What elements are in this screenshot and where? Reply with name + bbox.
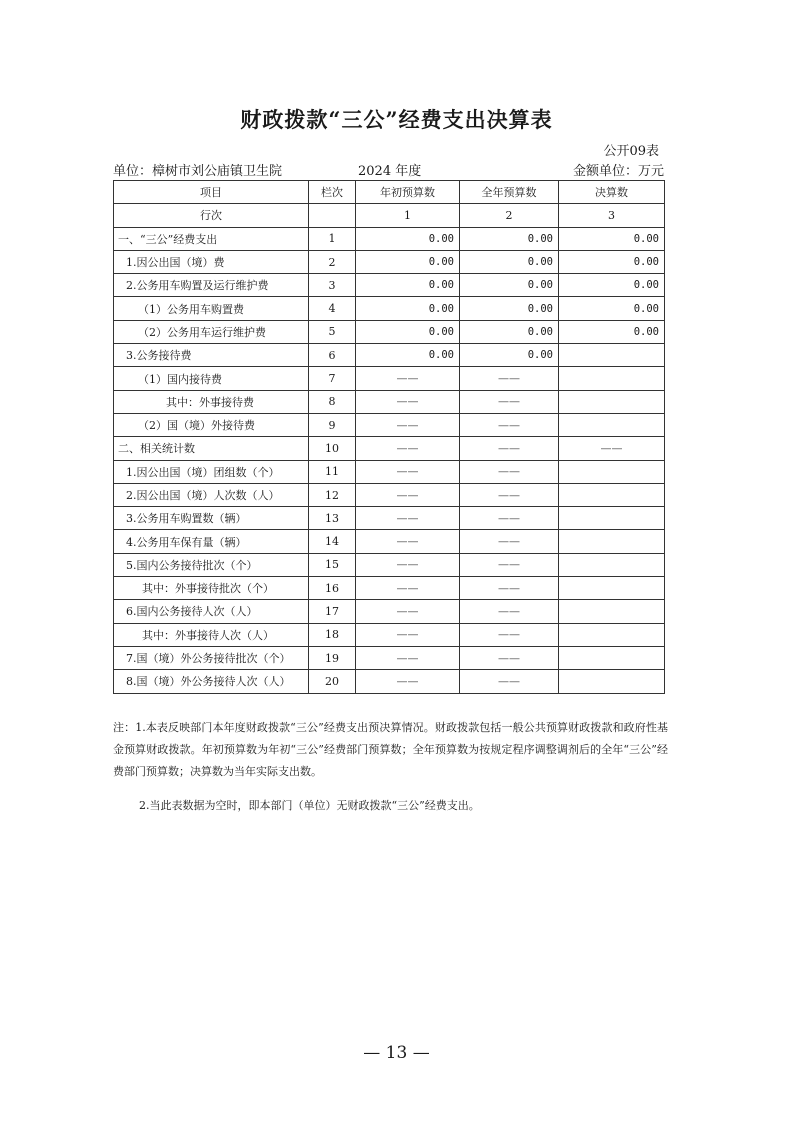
table-row <box>114 250 665 273</box>
table-row <box>114 320 665 343</box>
row-label: 7.国（境）外公务接待批次（个） <box>114 646 309 669</box>
annual-budget-value: —— <box>460 530 559 553</box>
initial-budget-value: —— <box>356 460 460 483</box>
table-row <box>114 297 665 320</box>
annual-budget-value: 0.00 <box>460 227 559 250</box>
initial-budget-value: —— <box>356 483 460 506</box>
form-number: 公开09表 <box>603 144 659 159</box>
reporting-unit: 单位：樟树市刘公庙镇卫生院 <box>113 164 283 179</box>
final-account-value: 0.00 <box>559 320 665 343</box>
final-account-value: 0.00 <box>559 274 665 297</box>
row-number: 18 <box>309 623 356 646</box>
row-number: 17 <box>309 600 356 623</box>
row-number: 6 <box>309 344 356 367</box>
row-number: 16 <box>309 577 356 600</box>
subheader-label: 行次 <box>114 204 309 227</box>
annual-budget-value: —— <box>460 460 559 483</box>
row-label: 1.因公出国（境）费 <box>114 250 309 273</box>
initial-budget-value: —— <box>356 367 460 390</box>
header-final-account: 决算数 <box>559 181 665 204</box>
initial-budget-value: 0.00 <box>356 297 460 320</box>
initial-budget-value: —— <box>356 577 460 600</box>
final-account-value <box>559 507 665 530</box>
table-row <box>114 553 665 576</box>
initial-budget-value: —— <box>356 600 460 623</box>
table-row <box>114 437 665 460</box>
final-account-value <box>559 390 665 413</box>
initial-budget-value: 0.00 <box>356 320 460 343</box>
table-row <box>114 577 665 600</box>
table-row <box>114 367 665 390</box>
subheader-empty <box>309 204 356 227</box>
row-number: 19 <box>309 646 356 669</box>
table-row <box>114 227 665 250</box>
fiscal-year: 2024 年度 <box>358 164 422 179</box>
money-unit: 金额单位：万元 <box>572 164 664 179</box>
final-account-value: —— <box>559 437 665 460</box>
initial-budget-value: —— <box>356 530 460 553</box>
row-number: 13 <box>309 507 356 530</box>
row-number: 15 <box>309 553 356 576</box>
annual-budget-value: —— <box>460 413 559 436</box>
initial-budget-value: —— <box>356 670 460 693</box>
annual-budget-value: 0.00 <box>460 274 559 297</box>
initial-budget-value: 0.00 <box>356 274 460 297</box>
table-subheader-row <box>114 204 665 227</box>
initial-budget-value: —— <box>356 553 460 576</box>
expenditure-table <box>113 180 665 694</box>
table-row <box>114 530 665 553</box>
table-row <box>114 483 665 506</box>
row-number: 1 <box>309 227 356 250</box>
row-number: 14 <box>309 530 356 553</box>
row-label: （1）公务用车购置费 <box>114 297 309 320</box>
final-account-value <box>559 413 665 436</box>
table-row <box>114 413 665 436</box>
row-number: 20 <box>309 670 356 693</box>
row-number: 2 <box>309 250 356 273</box>
final-account-value <box>559 530 665 553</box>
initial-budget-value: —— <box>356 623 460 646</box>
row-number: 9 <box>309 413 356 436</box>
initial-budget-value: —— <box>356 507 460 530</box>
row-number: 8 <box>309 390 356 413</box>
table-row <box>114 600 665 623</box>
row-label: 3.公务接待费 <box>114 344 309 367</box>
annual-budget-value: —— <box>460 600 559 623</box>
table-row <box>114 507 665 530</box>
page-number: — 13 — <box>363 1043 430 1063</box>
note-1: 注：1.本表反映部门本年度财政拨款“三公”经费支出预决算情况。财政拨款包括一般公共预算财政拨款和政府性基金预算财政拨款。年初预算数为年初“三公”经费部门预算数；全年预算数为按规定程序调整调剂后的全年“三公”经费部门预算数；决算数为当年实际支出数。 <box>113 721 668 778</box>
subheader-col3: 3 <box>559 204 665 227</box>
annual-budget-value: —— <box>460 553 559 576</box>
page-title: 财政拨款“三公”经费支出决算表 <box>240 107 553 132</box>
final-account-value <box>559 553 665 576</box>
row-label: 二、相关统计数 <box>114 437 309 460</box>
row-label: 2.公务用车购置及运行维护费 <box>114 274 309 297</box>
final-account-value <box>559 344 665 367</box>
row-label: 其中：外事接待批次（个） <box>114 577 309 600</box>
header-initial-budget: 年初预算数 <box>356 181 460 204</box>
notes <box>113 717 668 817</box>
row-number: 3 <box>309 274 356 297</box>
table-row <box>114 390 665 413</box>
annual-budget-value: 0.00 <box>460 297 559 320</box>
row-label: 4.公务用车保有量（辆） <box>114 530 309 553</box>
table-row <box>114 670 665 693</box>
table-header-row <box>114 181 665 204</box>
initial-budget-value: —— <box>356 413 460 436</box>
row-number: 12 <box>309 483 356 506</box>
row-number: 11 <box>309 460 356 483</box>
final-account-value <box>559 483 665 506</box>
header-item: 项目 <box>114 181 309 204</box>
annual-budget-value: —— <box>460 577 559 600</box>
row-label: 3.公务用车购置数（辆） <box>114 507 309 530</box>
final-account-value: 0.00 <box>559 250 665 273</box>
row-number: 5 <box>309 320 356 343</box>
row-label: （2）公务用车运行维护费 <box>114 320 309 343</box>
final-account-value <box>559 460 665 483</box>
final-account-value <box>559 670 665 693</box>
final-account-value <box>559 623 665 646</box>
row-label: （2）国（境）外接待费 <box>114 413 309 436</box>
header-column-no: 栏次 <box>309 181 356 204</box>
row-label: （1）国内接待费 <box>114 367 309 390</box>
annual-budget-value: —— <box>460 367 559 390</box>
row-label: 一、“三公”经费支出 <box>114 227 309 250</box>
annual-budget-value: 0.00 <box>460 250 559 273</box>
table-row <box>114 344 665 367</box>
initial-budget-value: 0.00 <box>356 227 460 250</box>
table-row <box>114 646 665 669</box>
row-number: 7 <box>309 367 356 390</box>
note-2: 2.当此表数据为空时，即本部门（单位）无财政拨款“三公”经费支出。 <box>139 799 480 812</box>
final-account-value <box>559 367 665 390</box>
annual-budget-value: 0.00 <box>460 320 559 343</box>
annual-budget-value: 0.00 <box>460 344 559 367</box>
row-label: 1.因公出国（境）团组数（个） <box>114 460 309 483</box>
subheader-col1: 1 <box>356 204 460 227</box>
header-annual-budget: 全年预算数 <box>460 181 559 204</box>
initial-budget-value: 0.00 <box>356 250 460 273</box>
final-account-value <box>559 646 665 669</box>
annual-budget-value: —— <box>460 646 559 669</box>
table-row <box>114 623 665 646</box>
annual-budget-value: —— <box>460 483 559 506</box>
final-account-value: 0.00 <box>559 227 665 250</box>
initial-budget-value: 0.00 <box>356 344 460 367</box>
row-number: 4 <box>309 297 356 320</box>
annual-budget-value: —— <box>460 623 559 646</box>
table-row <box>114 460 665 483</box>
annual-budget-value: —— <box>460 390 559 413</box>
final-account-value: 0.00 <box>559 297 665 320</box>
subheader-col2: 2 <box>460 204 559 227</box>
annual-budget-value: —— <box>460 507 559 530</box>
row-number: 10 <box>309 437 356 460</box>
initial-budget-value: —— <box>356 390 460 413</box>
row-label: 5.国内公务接待批次（个） <box>114 553 309 576</box>
table-meta <box>113 160 664 178</box>
row-label: 6.国内公务接待人次（人） <box>114 600 309 623</box>
row-label: 其中：外事接待人次（人） <box>114 623 309 646</box>
final-account-value <box>559 577 665 600</box>
annual-budget-value: —— <box>460 670 559 693</box>
row-label: 其中：外事接待费 <box>114 390 309 413</box>
annual-budget-value: —— <box>460 437 559 460</box>
final-account-value <box>559 600 665 623</box>
row-label: 2.因公出国（境）人次数（人） <box>114 483 309 506</box>
table-row <box>114 274 665 297</box>
row-label: 8.国（境）外公务接待人次（人） <box>114 670 309 693</box>
initial-budget-value: —— <box>356 437 460 460</box>
initial-budget-value: —— <box>356 646 460 669</box>
